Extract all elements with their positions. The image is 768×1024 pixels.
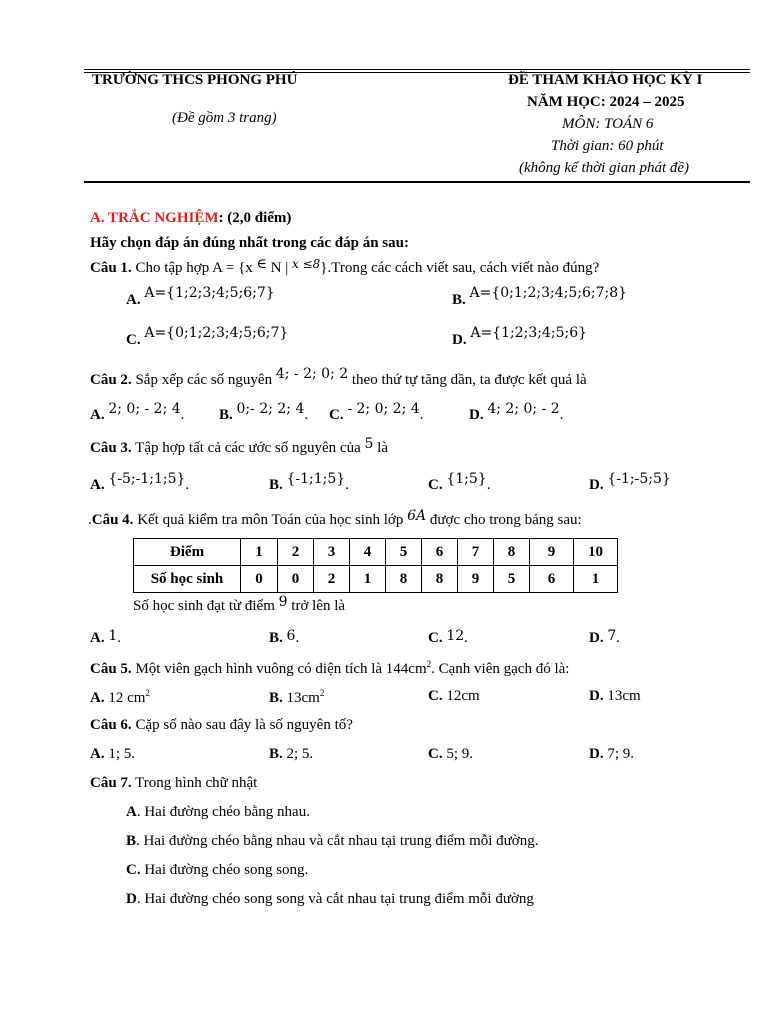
question-label: Câu 1. (90, 260, 132, 276)
question-label: Câu 7. (90, 775, 132, 791)
option-value: 6 (286, 628, 296, 644)
exam-title: ĐỀ THAM KHẢO HỌC KỲ I (508, 72, 703, 88)
table-cell: 3 (314, 539, 350, 566)
q2-option-a[interactable]: A. 2; 0; - 2; 4. (90, 401, 185, 423)
table-row (134, 539, 618, 566)
option-value: A={1;2;3;4;5;6} (470, 325, 588, 341)
option-value: 12cm (442, 688, 480, 704)
q3-option-a[interactable]: A. {-5;-1;1;5}. (90, 471, 190, 493)
option-label: D. (589, 477, 604, 493)
q6-option-b[interactable] (269, 746, 313, 763)
question-label: Câu 4. (91, 512, 134, 528)
option-label: A. (90, 746, 105, 762)
table-cell: 9 (458, 566, 494, 593)
option-value: A={1;2;3;4;5;6;7} (144, 285, 275, 301)
option-value: . Hai đường chéo song song và cắt nhau tại trung điểm mỗi đường (136, 891, 534, 907)
table-cell: 8 (422, 566, 458, 593)
section-a-points: : (2,0 điểm) (218, 210, 292, 226)
option-label: C. (428, 630, 443, 646)
option-value: A={0;1;2;3;4;5;6;7} (144, 325, 289, 341)
option-value: A={0;1;2;3;4;5;6;7;8} (469, 285, 628, 301)
question-text: Cặp số nào sau đây là số nguyên tố? (131, 717, 353, 733)
table-cell: 2 (314, 566, 350, 593)
duration: Thời gian: 60 phút (551, 138, 664, 154)
question-text: được cho trong bảng sau: (426, 512, 582, 528)
q2-option-b[interactable]: B. 0;- 2; 2; 4. (219, 401, 309, 423)
question-text: }.Trong các cách viết sau, cách viết nào đúng? (320, 260, 600, 276)
option-value: 7 (607, 628, 617, 644)
q5-option-b[interactable] (269, 688, 324, 707)
option-value: 1; 5. (104, 746, 136, 762)
q7-option-c[interactable] (126, 862, 308, 879)
question-3 (90, 436, 388, 457)
option-label: A. (90, 407, 105, 423)
option-label: B. (452, 292, 466, 308)
question-6 (90, 717, 353, 734)
table-cell: 4 (350, 539, 386, 566)
score-table (133, 538, 618, 593)
set-condition: x ≤8 (292, 257, 321, 271)
option-label: D. (452, 332, 467, 348)
option-label: D. (589, 630, 604, 646)
option-label: B (126, 833, 137, 849)
option-label: D. (589, 688, 604, 704)
option-label: A. (90, 630, 105, 646)
q7-option-a[interactable] (126, 804, 310, 821)
option-value: 5; 9. (442, 746, 474, 762)
q5-option-c[interactable] (428, 688, 480, 705)
question-5 (90, 659, 569, 678)
question-text: . Cạnh viên gạch đó là: (431, 661, 570, 677)
q4-option-c[interactable]: C. 12. (428, 628, 468, 646)
option-value: 2; 0; - 2; 4 (108, 401, 181, 417)
option-label: D. (469, 407, 484, 423)
header-bottom-rule (84, 181, 750, 183)
q6-option-c[interactable] (428, 746, 473, 763)
table-cell: 0 (241, 566, 278, 593)
option-value: 1 (108, 628, 118, 644)
table-cell: 9 (530, 539, 574, 566)
option-value: {-5;-1;1;5} (108, 471, 186, 487)
option-value: 12 (446, 628, 465, 644)
q5-option-a[interactable] (90, 688, 150, 707)
option-value: . Hai đường chéo bằng nhau. (136, 804, 310, 820)
q1-option-d[interactable] (452, 325, 588, 349)
option-value: . Hai đường chéo bằng nhau và cắt nhau tại trung điểm mỗi đường. (136, 833, 539, 849)
question-prefix: . (88, 512, 92, 528)
option-label: C. (329, 407, 344, 423)
option-value: 0;- 2; 2; 4 (236, 401, 305, 417)
option-label: C. (428, 688, 443, 704)
option-value: Hai đường chéo song song. (140, 862, 309, 878)
option-label: C. (428, 477, 443, 493)
q2-option-c[interactable]: C. - 2; 0; 2; 4. (329, 401, 424, 423)
option-label: D (126, 891, 137, 907)
option-value: - 2; 0; 2; 4 (347, 401, 420, 417)
option-label: A. (126, 292, 141, 308)
table-cell: 8 (494, 539, 530, 566)
section-a-heading (90, 210, 291, 227)
question-label: Câu 5. (90, 661, 132, 677)
option-label: A. (90, 690, 105, 706)
option-label: B. (269, 630, 283, 646)
table-cell: 1 (241, 539, 278, 566)
instruction: Hãy chọn đáp án đúng nhất trong các đáp án sau: (90, 235, 409, 251)
option-value: 13cm (282, 690, 320, 706)
superscript: 2 (426, 659, 432, 669)
option-label: A. (90, 477, 105, 493)
q2-option-d[interactable]: D. 4; 2; 0; - 2. (469, 401, 564, 423)
table-cell: 5 (386, 539, 422, 566)
pages-note: (Đề gồm 3 trang) (172, 110, 277, 126)
question-text: N | (266, 260, 293, 276)
option-value: {1;5} (446, 471, 487, 487)
question-label: Câu 6. (90, 717, 132, 733)
table-cell: 5 (494, 566, 530, 593)
table-cell: 0 (278, 566, 314, 593)
school-name: TRƯỜNG THCS PHONG PHÚ (92, 72, 298, 88)
q1-option-b[interactable] (452, 285, 628, 309)
option-value: 4; 2; 0; - 2 (487, 401, 560, 417)
option-value: 12 cm (104, 690, 146, 706)
question-text: Cho tập hợp A = {x (131, 260, 257, 276)
q3-option-d[interactable] (589, 471, 671, 494)
superscript: 2 (319, 688, 325, 698)
class-name: 6A (407, 508, 427, 524)
integer-list: 4; - 2; 0; 2 (275, 366, 349, 382)
question-text: theo thứ tự tăng dần, ta được kết quả là (348, 372, 587, 388)
question-label: Câu 3. (90, 440, 132, 456)
q3-option-b[interactable]: B. {-1;1;5}. (269, 471, 349, 493)
option-label: C. (126, 862, 141, 878)
option-value: 13cm (603, 688, 641, 704)
table-cell: 1 (574, 566, 618, 593)
option-label: A (126, 804, 137, 820)
q4-option-d[interactable]: D. 7. (589, 628, 621, 646)
question-text: trở lên là (287, 598, 346, 614)
table-cell: 6 (422, 539, 458, 566)
option-value: {-1;-5;5} (607, 471, 671, 487)
duration-note: (không kể thời gian phát đề) (519, 160, 690, 176)
superscript: 2 (145, 688, 150, 698)
school-year: NĂM HỌC: 2024 – 2025 (527, 94, 685, 110)
q6-option-a[interactable] (90, 746, 135, 763)
option-value: {-1;1;5} (286, 471, 346, 487)
number: 9 (278, 594, 288, 610)
question-text: Sắp xếp các số nguyên (131, 372, 276, 388)
question-2 (90, 366, 587, 389)
question-label: Câu 2. (90, 372, 132, 388)
q7-option-b[interactable] (126, 833, 538, 850)
question-text: là (373, 440, 388, 456)
table-cell: 8 (386, 566, 422, 593)
option-label: C. (428, 746, 443, 762)
question-text: Trong hình chữ nhật (131, 775, 258, 791)
subject: MÔN: TOÁN 6 (562, 116, 654, 132)
q3-option-c[interactable]: C. {1;5}. (428, 471, 491, 493)
option-label: C. (126, 332, 141, 348)
table-row (134, 566, 618, 593)
table-header-cell: Số học sinh (134, 566, 241, 593)
question-1 (90, 256, 600, 277)
question-text: Một viên gạch hình vuông có diện tích là 144cm (131, 661, 427, 677)
section-a-title: A. TRẮC NGHIỆM (90, 210, 219, 226)
q4-option-a[interactable]: A. 1. (90, 628, 122, 646)
element-of-symbol: ∈ (256, 256, 267, 272)
q5-option-d[interactable] (589, 688, 641, 705)
option-value: 7; 9. (603, 746, 635, 762)
number: 5 (364, 436, 374, 452)
q6-option-d[interactable] (589, 746, 634, 763)
q1-option-a[interactable] (126, 285, 275, 309)
question-7 (90, 775, 257, 792)
question-text: Số học sinh đạt từ điểm (133, 598, 279, 614)
table-cell: 2 (278, 539, 314, 566)
option-label: B. (269, 690, 283, 706)
table-header-cell: Điểm (134, 539, 241, 566)
table-cell: 10 (574, 539, 618, 566)
option-label: B. (269, 746, 283, 762)
question-4 (88, 508, 582, 529)
question-4-subtext (133, 594, 346, 615)
option-label: B. (269, 477, 283, 493)
question-text: Tập hợp tất cả các ước số nguyên của (131, 440, 365, 456)
question-text: Kết quả kiểm tra môn Toán của học sinh lớp (133, 512, 408, 528)
option-value: 2; 5. (282, 746, 314, 762)
q1-option-c[interactable] (126, 325, 289, 349)
option-label: B. (219, 407, 233, 423)
q4-option-b[interactable]: B. 6. (269, 628, 300, 646)
table-cell: 7 (458, 539, 494, 566)
header-top-rule (84, 69, 750, 70)
table-cell: 6 (530, 566, 574, 593)
table-cell: 1 (350, 566, 386, 593)
q7-option-d[interactable] (126, 891, 534, 908)
option-label: D. (589, 746, 604, 762)
